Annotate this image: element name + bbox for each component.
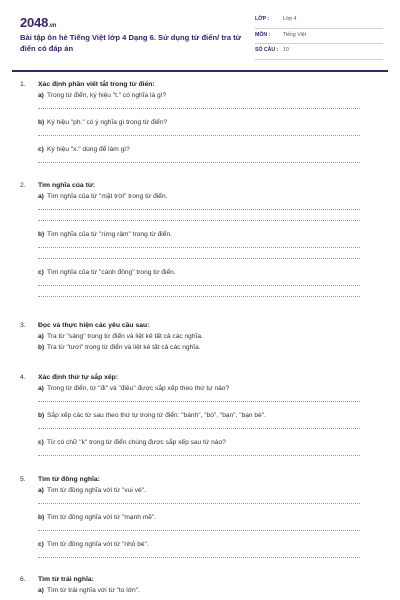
question-letter: c): [38, 146, 44, 153]
question-text: Trong từ điển, từ "đi" và "điều" được sắp xếp theo thứ tự nào?: [47, 385, 230, 392]
answer-line[interactable]: [20, 103, 380, 114]
question-letter: a): [38, 92, 44, 99]
question: [20, 587, 380, 598]
question-letter: a): [38, 487, 44, 494]
section-3: [20, 322, 380, 355]
answer-line[interactable]: [20, 242, 380, 253]
answer-line[interactable]: [20, 215, 380, 226]
question-text: Tìm từ đồng nghĩa với từ "mạnh mẽ".: [47, 514, 157, 521]
section-2: [20, 182, 380, 302]
question: [20, 514, 380, 525]
question-letter: c): [38, 269, 44, 276]
answer-line[interactable]: [20, 423, 380, 434]
question-text: Sắp xếp các từ sau theo thứ tự trong từ điển: "bánh", "bò", "bạn", "bạn bè".: [47, 412, 266, 419]
meta-row-subject: [255, 29, 383, 45]
meta-value: 10: [283, 47, 289, 53]
section-heading: [20, 182, 380, 193]
section-number: 4.: [20, 374, 26, 381]
section-4: [20, 374, 380, 461]
question-letter: b): [38, 412, 45, 419]
section-heading: [20, 576, 380, 587]
question-text: Tra từ "sáng" trong từ điển và liệt kê tất cả các nghĩa.: [47, 333, 203, 340]
section-1: [20, 81, 380, 168]
meta-table: [255, 13, 383, 60]
section-number: 2.: [20, 182, 26, 189]
question: [20, 146, 380, 157]
question-letter: a): [38, 193, 44, 200]
question-letter: a): [38, 333, 44, 340]
section-title: Xác định phần viết tắt trong từ điển:: [38, 81, 155, 88]
question-letter: c): [38, 439, 44, 446]
question: [20, 269, 380, 280]
section-6: [20, 576, 380, 598]
meta-value: Tiếng Việt: [283, 31, 307, 38]
section-title: Đọc và thực hiện các yêu cầu sau:: [38, 322, 150, 329]
section-title: Tìm từ trái nghĩa:: [38, 576, 94, 583]
answer-line[interactable]: [20, 525, 380, 536]
question-letter: b): [38, 514, 45, 521]
logo-suffix: .vn: [48, 23, 57, 29]
site-logo[interactable]: [20, 15, 56, 30]
meta-value: Lớp 4: [283, 16, 297, 22]
question: [20, 385, 380, 396]
answer-line[interactable]: [20, 291, 380, 302]
question-letter: b): [38, 119, 45, 126]
question: [20, 193, 380, 204]
header-divider: [12, 70, 388, 72]
answer-line[interactable]: [20, 253, 380, 264]
answer-line[interactable]: [20, 130, 380, 141]
answer-line[interactable]: [20, 498, 380, 509]
section-5: [20, 476, 380, 563]
question-text: Tra từ "tươi" trong từ điển và liệt kê tất cả các nghĩa.: [47, 344, 201, 351]
answer-line[interactable]: [20, 396, 380, 407]
section-number: 3.: [20, 322, 26, 329]
meta-label: LỚP :: [255, 16, 270, 22]
section-title: Tìm từ đồng nghĩa:: [38, 476, 100, 483]
question-text: Từ có chữ "k" trong từ điển chúng được sắp xếp sau từ nào?: [47, 439, 226, 446]
document-title: Bài tập ôn hè Tiếng Việt lớp 4 Dạng 6. Sử dụng từ điển/ tra từ điển có đáp án: [20, 33, 242, 53]
meta-label: SỐ CÂU :: [255, 47, 279, 53]
question-text: Tìm từ đồng nghĩa với từ "nhỏ bé".: [47, 541, 149, 548]
question: [20, 231, 380, 242]
section-title: Xác định thứ tự sắp xếp:: [38, 374, 119, 381]
answer-line[interactable]: [20, 450, 380, 461]
section-number: 6.: [20, 576, 26, 583]
question-letter: a): [38, 385, 44, 392]
question: [20, 119, 380, 130]
question-text: Tìm nghĩa của từ "rừng rậm" trong từ điển.: [47, 231, 172, 238]
answer-line[interactable]: [20, 157, 380, 168]
question: [20, 92, 380, 103]
question: [20, 439, 380, 450]
question-text: Tìm nghĩa của từ "mặt trời" trong từ điển.: [47, 193, 168, 200]
meta-label: MÔN :: [255, 31, 271, 38]
answer-line[interactable]: [20, 204, 380, 215]
question-text: Tìm từ trái nghĩa với từ "to lớn".: [47, 587, 140, 594]
question: [20, 541, 380, 552]
question-text: Trong từ điển, ký hiệu "t." có nghĩa là gì?: [47, 92, 167, 99]
section-heading: [20, 374, 380, 385]
question-letter: b): [38, 344, 45, 351]
question-text: Tìm từ đồng nghĩa với từ "vui vẻ".: [47, 487, 146, 494]
question-text: Ký hiệu "ph." có ý nghĩa gì trong từ điển?: [47, 119, 168, 126]
meta-row-class: [255, 13, 383, 29]
question: [20, 344, 380, 355]
section-heading: [20, 476, 380, 487]
page-header: [0, 0, 400, 66]
section-title: Tìm nghĩa của từ:: [38, 182, 96, 189]
question-text: Tìm nghĩa của từ "cánh đồng" trong từ điển.: [47, 269, 176, 276]
answer-line[interactable]: [20, 280, 380, 291]
question: [20, 333, 380, 344]
meta-row-count: [255, 44, 383, 60]
logo-main: 2048: [20, 15, 49, 30]
question-text: Ký hiệu "x." dùng để làm gì?: [47, 146, 130, 153]
question-letter: c): [38, 541, 44, 548]
section-number: 5.: [20, 476, 26, 483]
question: [20, 412, 380, 423]
section-number: 1.: [20, 81, 26, 88]
answer-line[interactable]: [20, 552, 380, 563]
question-letter: b): [38, 231, 45, 238]
section-heading: [20, 322, 380, 333]
section-heading: [20, 81, 380, 92]
question-letter: a): [38, 587, 44, 594]
question: [20, 487, 380, 498]
